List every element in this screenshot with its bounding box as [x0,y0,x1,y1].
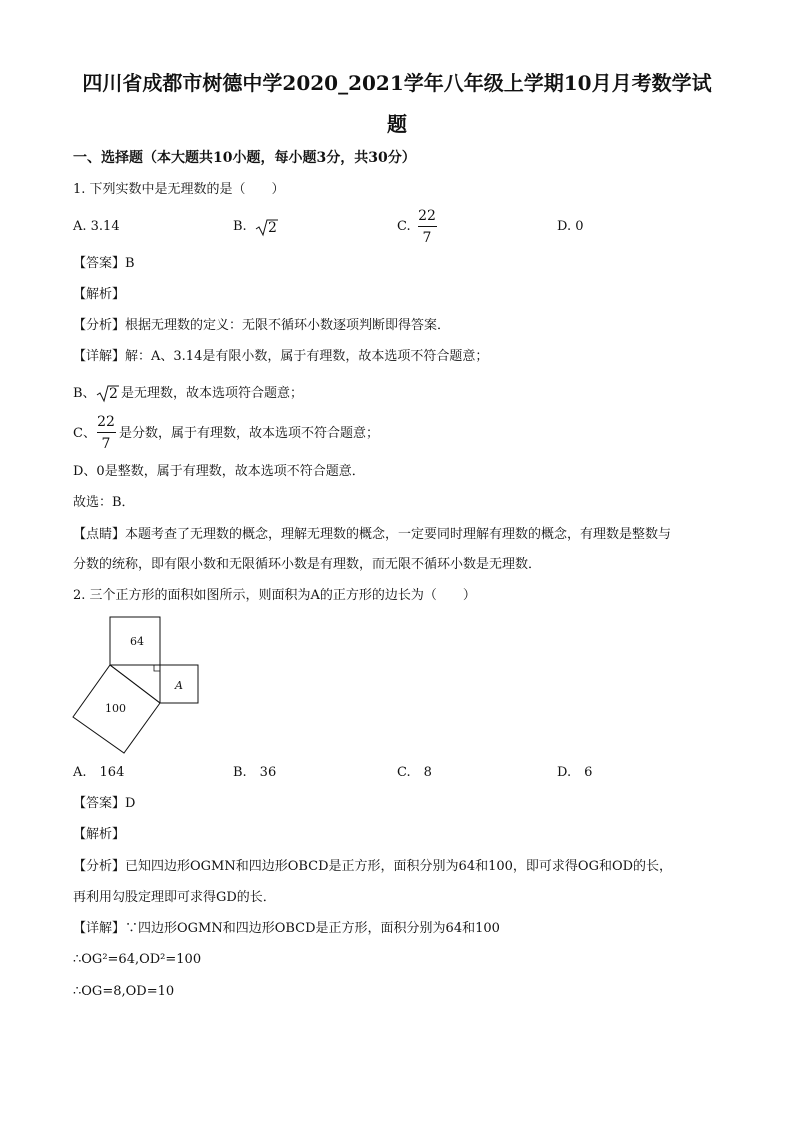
q1-dianjing-line2: 分数的统称，即有限小数和无限循环小数是有理数，而无限不循环小数是无理数． [73,557,542,572]
q1-line-d: D、0是整数，属于有理数，故本选项不符合题意． [73,464,365,479]
q1-analysis-tag: 【解析】 [73,287,126,302]
q2-step2: ∴OG=8,OD=10 [73,984,175,999]
q1-option-b-label: B. [233,219,247,234]
q2-fenxi-line2: 再利用勾股定理即可求得GD的长． [73,890,276,905]
q1-option-c-numerator: 22 [418,208,436,224]
square-64-label: 64 [130,635,144,648]
document-title-line2: 题 [387,112,407,136]
q2-xiangjie: 【详解】∵四边形OGMN和四边形OBCD是正方形，面积分别为64和100 [73,921,500,936]
q1-xiangjie: 【详解】解：A、3.14是有限小数，属于有理数，故本选项不符合题意； [73,349,489,364]
q2-squares-figure [60,605,220,760]
q1-option-b-sqrt [255,218,279,236]
q1-option-b-radicand: 2 [268,220,277,236]
q2-answer: 【答案】D [73,796,136,811]
q1-option-c-label: C. [397,219,411,234]
q2-fenxi-line1: 【分析】已知四边形OGMN和四边形OBCD是正方形，面积分别为64和100，即可求得OG和OD的长， [73,859,673,874]
q1-stem: 1. 下列实数中是无理数的是（ ） [73,182,285,197]
square-a-label: A [175,679,183,692]
q2-analysis-tag: 【解析】 [73,827,126,842]
square-100-label: 100 [105,702,126,715]
triangle-hypotenuse [110,665,160,703]
q2-stem: 2. 三个正方形的面积如图所示，则面积为A的正方形的边长为（ ） [73,588,476,603]
q1-option-c-denominator: 7 [422,230,432,246]
right-angle-marker [154,665,160,671]
q2-option-b: B. 36 [233,765,277,780]
q1-line-c-text: 是分数，属于有理数，故本选项不符合题意； [119,426,380,441]
q1-line-b-prefix: B、 [73,386,96,401]
q1-line-c-denominator: 7 [101,436,111,452]
document-title-line1: 四川省成都市树德中学2020_2021学年八年级上学期10月月考数学试 [82,71,712,95]
q1-option-c-fraction-bar [418,226,437,227]
q2-option-c: C. 8 [397,765,432,780]
q2-option-d: D. 6 [557,765,593,780]
section-heading: 一、选择题（本大题共10小题，每小题3分，共30分） [73,150,416,166]
q1-option-a: A. 3.14 [73,219,120,234]
q1-option-d: D. 0 [557,219,584,234]
q1-line-b-text: 是无理数，故本选项符合题意； [121,386,304,401]
q1-line-b-radicand: 2 [109,386,118,402]
q1-line-c-fraction-bar [97,432,116,433]
q1-line-b-sqrt [96,384,120,402]
q1-answer: 【答案】B [73,256,135,271]
q1-fenxi: 【分析】根据无理数的定义：无限不循环小数逐项判断即得答案． [73,318,451,333]
q2-step1: ∴OG²=64,OD²=100 [73,952,202,967]
q1-choose: 故选：B． [73,495,135,510]
q1-dianjing-line1: 【点睛】本题考查了无理数的概念，理解无理数的概念，一定要同时理解有理数的概念，有理数是整数与 [73,527,672,542]
q1-line-c-prefix: C、 [73,426,96,441]
q1-line-c-numerator: 22 [97,414,115,430]
q2-option-a: A. 164 [73,765,125,780]
